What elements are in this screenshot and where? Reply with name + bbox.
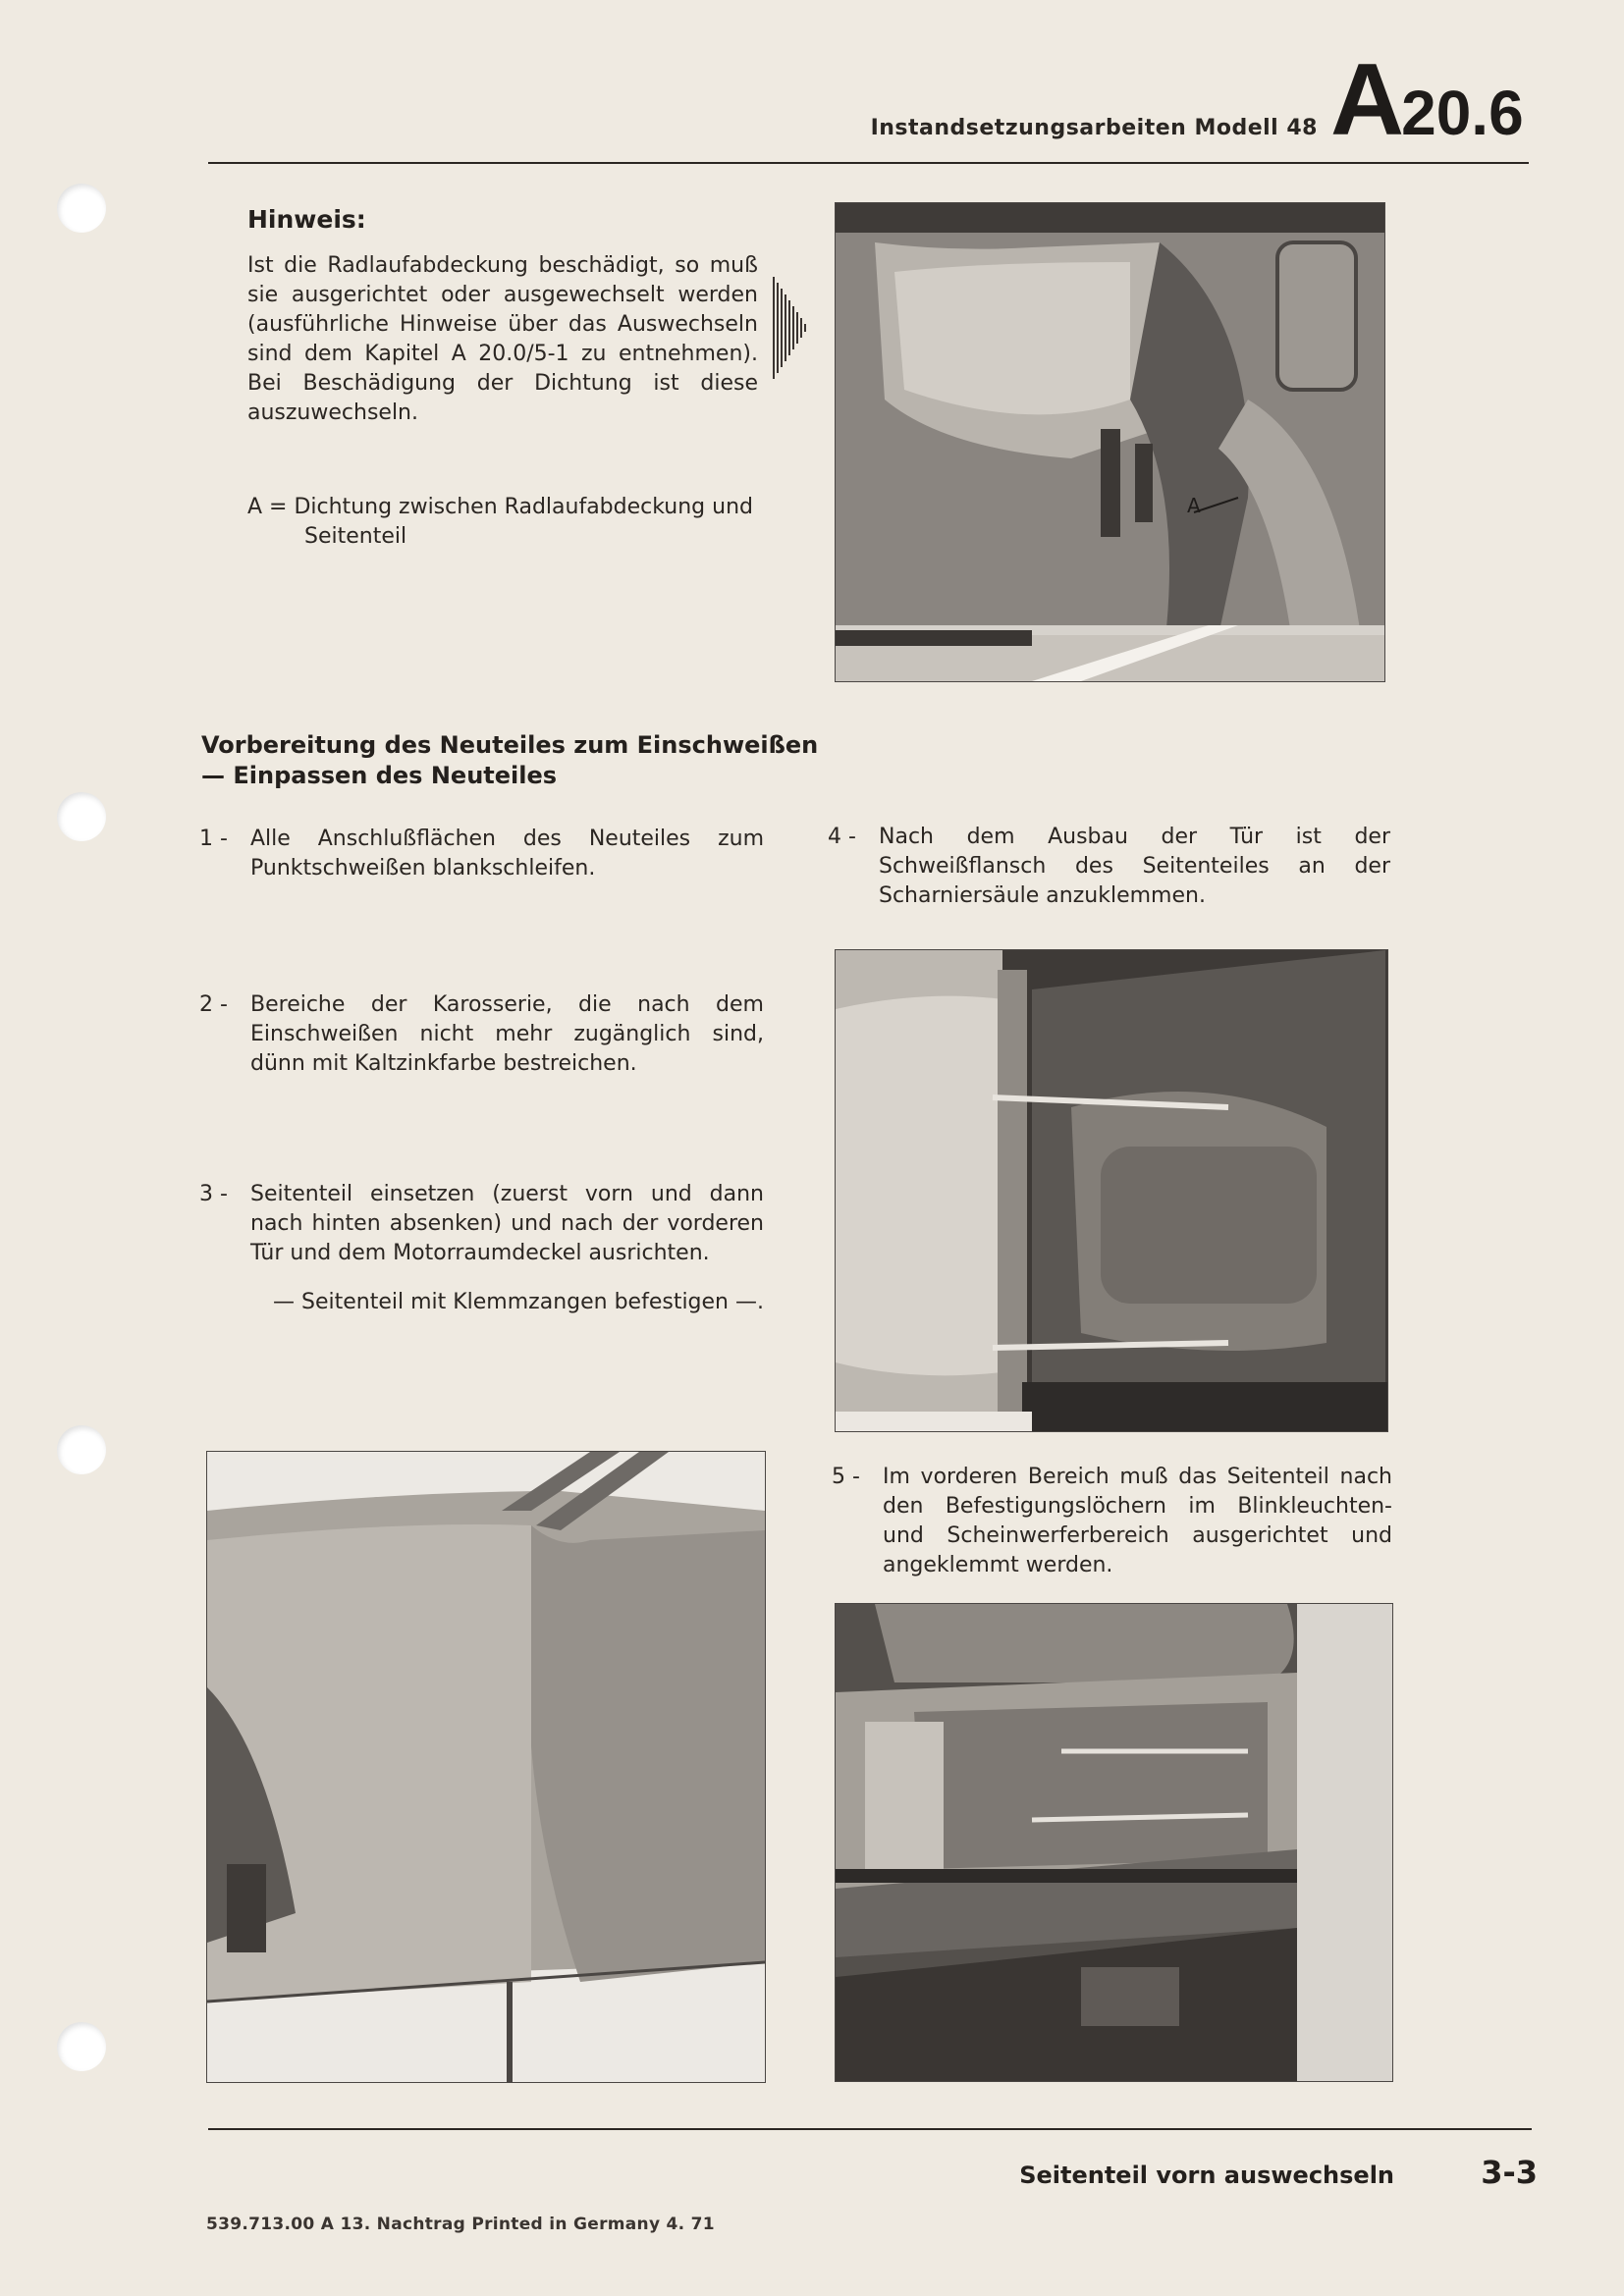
step-2-text: Bereiche der Karosserie, die nach dem Einschweißen nicht mehr zugänglich sind, dünn mit Kaltzinkfarbe bestreichen.: [250, 992, 764, 1076]
step-4-text: Nach dem Ausbau der Tür ist der Schweißflansch des Seitenteiles an der Scharniersäule anzuklemmen.: [879, 825, 1390, 908]
footer-meta: 539.713.00 A 13. Nachtrag Printed in Germany 4. 71: [206, 2215, 715, 2234]
figure-side-panel-front: [206, 1451, 766, 2083]
step-4: [828, 823, 1390, 913]
chapter-code: [1330, 43, 1524, 157]
punch-hole-2: [57, 792, 106, 841]
footer-rule: [208, 2128, 1532, 2130]
step-4-number: 4 -: [828, 825, 856, 849]
step-3-text: Seitenteil einsetzen (zuerst vorn und dann nach hinten absenken) und nach der vorderen Tür und dem Motorraumdeckel ausrichten.: [250, 1182, 764, 1265]
arrow-right-icon: [770, 273, 809, 383]
section-heading-line1: Vorbereitung des Neuteiles zum Einschweißen: [201, 731, 819, 759]
step-2-number: 2 -: [199, 992, 228, 1017]
footer-title: Seitenteil vorn auswechseln: [1019, 2162, 1394, 2189]
figure-wheel-arch-seal: [835, 202, 1385, 682]
photo-wheel-arch: [836, 203, 1384, 681]
step-1-text: Alle Anschlußflächen des Neuteiles zum Punktschweißen blankschleifen.: [250, 827, 764, 881]
step-3-subnote: — Seitenteil mit Klemmzangen befestigen —.: [272, 1290, 764, 1314]
step-5-text: Im vorderen Bereich muß das Seitenteil nach den Befestigungslöchern im Blinkleuchten- und Scheinwerferbereich ausgerichtet und angeklemmt werden.: [883, 1465, 1392, 1577]
step-1-number: 1 -: [199, 827, 228, 851]
step-1: [199, 825, 764, 885]
figure-front-headlight-area: [835, 1603, 1393, 2082]
section-title: Instandsetzungsarbeiten Modell 48: [870, 116, 1318, 140]
chapter-code-number: 20.6: [1401, 78, 1524, 148]
section-heading-line2: — Einpassen des Neuteiles: [201, 762, 558, 789]
note-text: Ist die Radlaufabdeckung beschädigt, so muß sie ausgerichtet oder ausgewechselt werden (ausführliche Hinweise über das Auswechseln sind dem Kapitel A 20.0/5-1 zu entnehmen). Bei Beschädigung der Dichtung ist diese auszuwechseln.: [247, 253, 758, 425]
punch-hole-1: [57, 184, 106, 233]
photo-headlight-area: [836, 1604, 1392, 2081]
header-rule: [208, 162, 1529, 164]
figure-door-hinge-pillar: [835, 949, 1388, 1432]
page-number: 3-3: [1481, 2154, 1538, 2191]
punch-hole-3: [57, 1425, 106, 1474]
chapter-code-letter: A: [1330, 43, 1402, 157]
photo-hinge-pillar: [836, 950, 1387, 1431]
note-legend: A = Dichtung zwischen Radlaufabdeckung und Seitenteil: [247, 495, 753, 549]
figure-label-a: A: [1187, 494, 1201, 517]
step-3-number: 3 -: [199, 1182, 228, 1206]
note-heading: Hinweis:: [247, 205, 366, 234]
step-2: [199, 990, 764, 1081]
step-3: [199, 1180, 764, 1317]
punch-hole-4: [57, 2022, 106, 2071]
photo-side-panel: [207, 1452, 765, 2082]
step-5-number: 5 -: [832, 1465, 860, 1489]
step-5: [832, 1463, 1392, 1582]
